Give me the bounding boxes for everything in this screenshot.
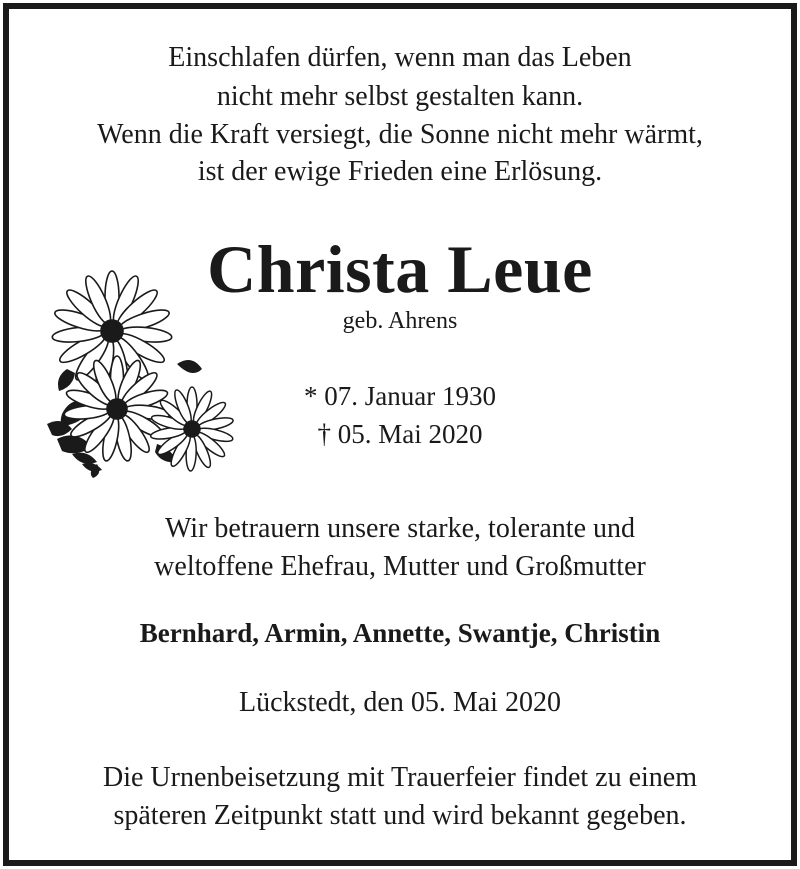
poem-line-4: ist der ewige Frieden eine Erlösung. [197,156,603,187]
maiden-name: geb. Ahrens [342,308,458,334]
obituary-notice [3,3,797,866]
poem-line-3: Wenn die Kraft versiegt, die Sonne nicht mehr wärmt, [97,119,703,150]
funeral-notice-line-1: Die Urnenbeisetzung mit Trauerfeier findet zu einem [102,762,698,793]
deceased-name: Christa Leue [207,231,593,307]
poem-line-1: Einschlafen dürfen, wenn man das Leben [168,42,632,73]
funeral-notice-line-2: späteren Zeitpunkt statt und wird bekannt gegeben. [113,800,687,831]
mourning-text-line-2: weltoffene Ehefrau, Mutter und Großmutter [154,551,646,582]
birth-date: * 07. Januar 1930 [304,381,496,411]
death-date: † 05. Mai 2020 [317,419,483,449]
poem-line-2: nicht mehr selbst gestalten kann. [216,81,584,112]
place-and-date: Lückstedt, den 05. Mai 2020 [239,687,561,718]
mourners-names: Bernhard, Armin, Annette, Swantje, Christin [139,618,661,648]
mourning-text-line-1: Wir betrauern unsere starke, tolerante und [165,513,635,544]
